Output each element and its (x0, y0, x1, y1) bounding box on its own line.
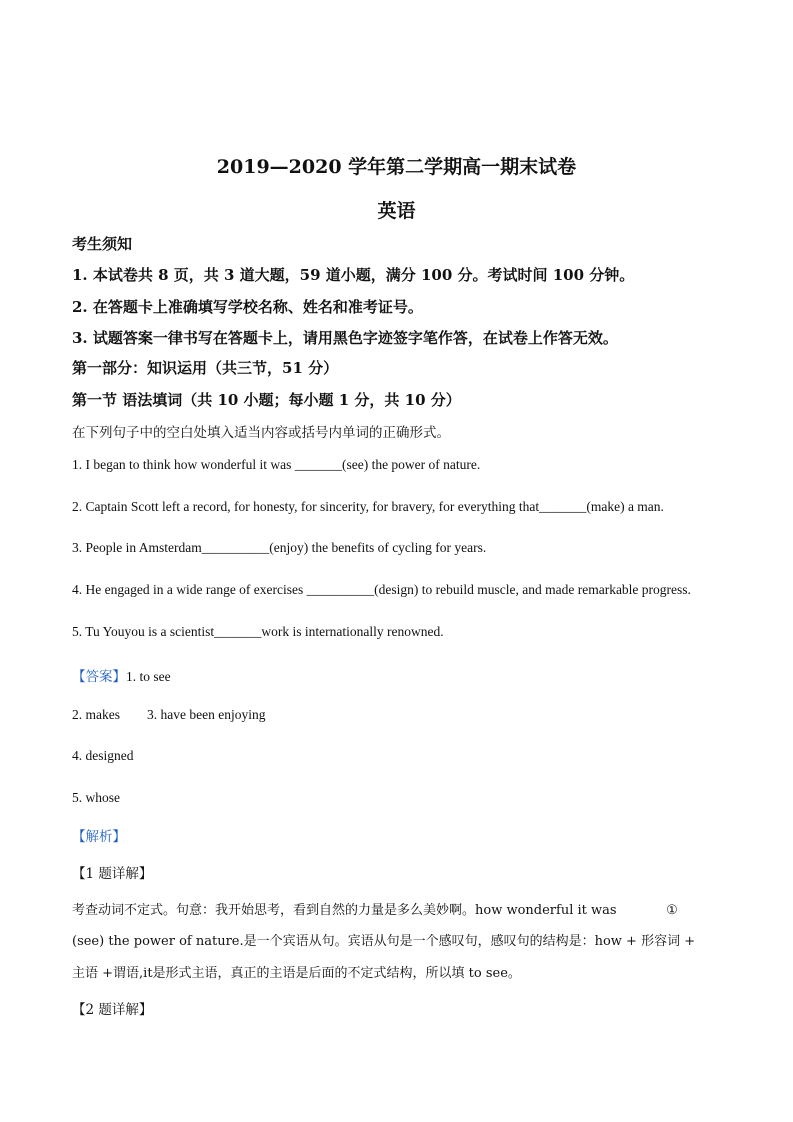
detail-1-line-2: (see) the power of nature.是一个宾语从句。宾语从句是一个感叹句，感叹句的结构是：how + 形容词 + (72, 934, 696, 949)
detail-1-line-1: 考查动词不定式。句意：我开始思考，看到自然的力量是多么美妙啊。how wonderful it was ① (72, 903, 678, 918)
answer-4: 4. designed (72, 748, 134, 763)
answer-label: 【答案】 (72, 669, 126, 684)
notice-heading: 考生须知 (72, 235, 133, 253)
answer-5: 5. whose (72, 790, 120, 805)
detail-1-line-3: 主语 +谓语,it是形式主语，真正的主语是后面的不定式结构，所以填 to see。 (72, 966, 521, 981)
answer-block (72, 665, 171, 685)
detail-2-label: 【2 题详解】 (72, 1002, 153, 1018)
question-3: 3. People in Amsterdam__________(enjoy) the benefits of cycling for years. (72, 540, 487, 555)
part-heading: 第一部分：知识运用（共三节，51 分） (72, 359, 339, 377)
section-heading: 第一节 语法填词（共 10 小题；每小题 1 分，共 10 分） (72, 391, 461, 409)
analysis-label: 【解析】 (72, 829, 126, 845)
section-instruction: 在下列句子中的空白处填入适当内容或括号内单词的正确形式。 (72, 425, 450, 441)
answer-1: 1. to see (126, 669, 171, 684)
question-4: 4. He engaged in a wide range of exercises __________(design) to rebuild muscle, and made remarkable progress. (72, 582, 691, 597)
notice-item-2: 2. 在答题卡上准确填写学校名称、姓名和准考证号。 (72, 298, 423, 316)
question-1: 1. I began to think how wonderful it was _______(see) the power of nature. (72, 457, 481, 472)
question-2: 2. Captain Scott left a record, for honesty, for sincerity, for bravery, for everything that_______(make) a man. (72, 499, 664, 514)
exam-title: 2019—2020 学年第二学期高一期末试卷 (216, 156, 577, 178)
notice-item-3: 3. 试题答案一律书写在答题卡上，请用黑色字迹签字笔作答，在试卷上作答无效。 (72, 329, 618, 347)
detail-1-label: 【1 题详解】 (72, 866, 153, 882)
notice-item-1: 1. 本试卷共 8 页，共 3 道大题，59 道小题，满分 100 分。考试时间 100 分钟。 (72, 266, 635, 284)
answer-2-3: 2. makes 3. have been enjoying (72, 707, 266, 722)
subject-title: 英语 (377, 200, 416, 222)
question-5: 5. Tu Youyou is a scientist_______work is internationally renowned. (72, 624, 444, 639)
